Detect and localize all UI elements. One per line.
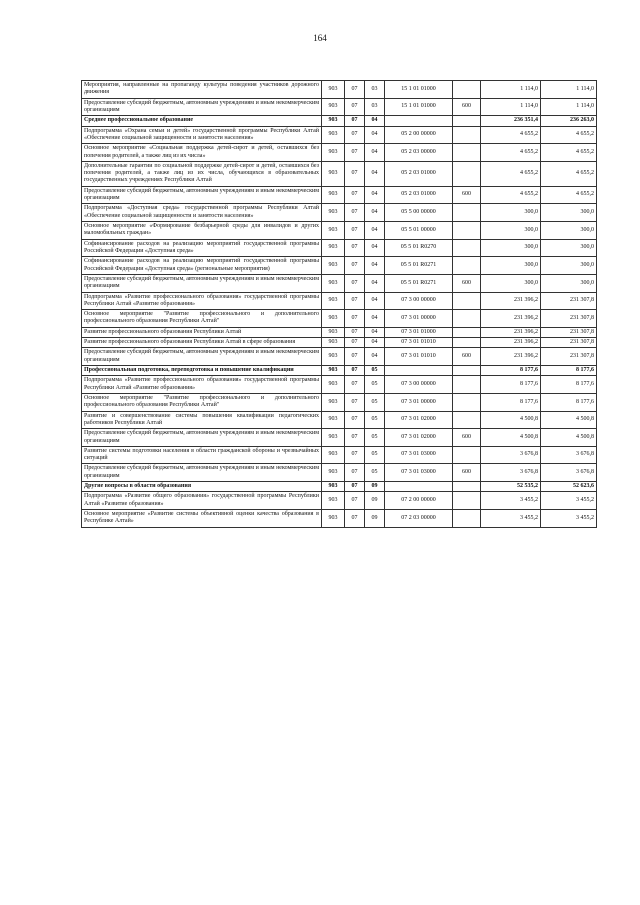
table-row <box>82 338 597 348</box>
row-subsection-code: 04 <box>365 239 385 257</box>
row-ministry-code: 903 <box>322 376 345 394</box>
table-row <box>82 492 597 510</box>
row-name: Другие вопросы в области образования <box>82 482 322 492</box>
row-name: Основное мероприятие "Развитие профессионального и дополнительного профессионального образования Республики Алтай" <box>82 393 322 411</box>
row-ministry-code: 903 <box>322 274 345 292</box>
row-amount-year2: 300,0 <box>541 257 597 275</box>
row-amount-year1: 8 177,6 <box>481 376 541 394</box>
row-amount-year2: 4 655,2 <box>541 186 597 204</box>
row-target-article <box>385 116 453 126</box>
row-name: Подпрограмма «Развитие общего образования» государственной программы Республики Алтай «Развитие образования» <box>82 492 322 510</box>
row-name: Развитие системы подготовки населения в области гражданской обороны и чрезвычайных ситуаций <box>82 446 322 464</box>
row-section-code: 07 <box>345 446 365 464</box>
row-subsection-code: 03 <box>365 98 385 116</box>
row-amount-year1: 3 455,2 <box>481 492 541 510</box>
row-target-article: 07 3 01 03000 <box>385 446 453 464</box>
row-ministry-code: 903 <box>322 411 345 429</box>
table-row <box>82 348 597 366</box>
row-target-article: 05 5 00 00000 <box>385 204 453 222</box>
row-subsection-code: 09 <box>365 510 385 528</box>
row-amount-year1: 4 500,8 <box>481 429 541 447</box>
row-expense-type <box>453 393 481 411</box>
row-amount-year2: 231 307,8 <box>541 310 597 328</box>
row-amount-year1: 236 351,4 <box>481 116 541 126</box>
row-section-code: 07 <box>345 464 365 482</box>
row-name: Основное мероприятие «Формирование безбарьерной среды для инвалидов и других маломобильных граждан» <box>82 222 322 240</box>
row-section-code: 07 <box>345 492 365 510</box>
table-row <box>82 376 597 394</box>
row-amount-year2: 52 623,6 <box>541 482 597 492</box>
row-amount-year1: 8 177,6 <box>481 366 541 376</box>
row-subsection-code: 04 <box>365 204 385 222</box>
row-amount-year1: 300,0 <box>481 274 541 292</box>
row-name: Подпрограмма «Развитие профессионального образования» государственной программы Республики Алтай «Развитие образования» <box>82 292 322 310</box>
row-ministry-code: 903 <box>322 126 345 144</box>
row-amount-year1: 3 455,2 <box>481 510 541 528</box>
row-amount-year1: 4 655,2 <box>481 144 541 162</box>
row-target-article <box>385 482 453 492</box>
row-section-code: 07 <box>345 98 365 116</box>
row-subsection-code: 04 <box>365 327 385 337</box>
row-name: Софинансирование расходов на реализацию мероприятий государственной программы Российской Федерации «Доступная среда» <box>82 239 322 257</box>
row-section-code: 07 <box>345 510 365 528</box>
row-subsection-code: 04 <box>365 126 385 144</box>
table-row <box>82 292 597 310</box>
row-target-article: 07 3 01 00000 <box>385 393 453 411</box>
table-row <box>82 144 597 162</box>
row-subsection-code: 04 <box>365 348 385 366</box>
row-amount-year2: 3 676,8 <box>541 464 597 482</box>
row-name: Предоставление субсидий бюджетным, автономным учреждениям и иным некоммерческим организациям <box>82 274 322 292</box>
row-name: Мероприятия, направленные на пропаганду культуры поведения участников дорожного движения <box>82 81 322 99</box>
row-ministry-code: 903 <box>322 464 345 482</box>
row-subsection-code: 04 <box>365 292 385 310</box>
row-amount-year2: 4 500,8 <box>541 411 597 429</box>
row-section-code: 07 <box>345 292 365 310</box>
table-row <box>82 98 597 116</box>
row-subsection-code: 04 <box>365 338 385 348</box>
row-amount-year2: 300,0 <box>541 239 597 257</box>
row-name: Подпрограмма «Развитие профессионального образования» государственной программы Республики Алтай «Развитие образования» <box>82 376 322 394</box>
row-expense-type <box>453 257 481 275</box>
row-name: Среднее профессиональное образование <box>82 116 322 126</box>
row-amount-year1: 3 676,8 <box>481 446 541 464</box>
row-amount-year2: 8 177,6 <box>541 376 597 394</box>
row-amount-year1: 231 396,2 <box>481 292 541 310</box>
row-expense-type: 600 <box>453 186 481 204</box>
row-ministry-code: 903 <box>322 81 345 99</box>
row-amount-year1: 300,0 <box>481 257 541 275</box>
row-section-code: 07 <box>345 366 365 376</box>
row-amount-year2: 4 500,8 <box>541 429 597 447</box>
row-name: Основное мероприятие «Социальная поддержка детей-сирот и детей, оставшихся без попечения родителей, а также лиц из их числа» <box>82 144 322 162</box>
table-row <box>82 116 597 126</box>
row-target-article: 15 1 01 01000 <box>385 81 453 99</box>
row-section-code: 07 <box>345 429 365 447</box>
row-ministry-code: 903 <box>322 446 345 464</box>
table-row <box>82 126 597 144</box>
row-target-article: 15 1 01 01000 <box>385 98 453 116</box>
row-expense-type <box>453 338 481 348</box>
row-ministry-code: 903 <box>322 393 345 411</box>
row-target-article: 07 3 01 02000 <box>385 429 453 447</box>
row-amount-year2: 3 455,2 <box>541 510 597 528</box>
row-ministry-code: 903 <box>322 366 345 376</box>
row-target-article: 05 5 01 00000 <box>385 222 453 240</box>
row-amount-year1: 4 655,2 <box>481 186 541 204</box>
row-expense-type <box>453 126 481 144</box>
row-section-code: 07 <box>345 274 365 292</box>
row-target-article: 07 3 01 01010 <box>385 348 453 366</box>
row-section-code: 07 <box>345 144 365 162</box>
row-ministry-code: 903 <box>322 116 345 126</box>
row-name: Основное мероприятие "Развитие профессионального и дополнительного профессионального образования Республики Алтай" <box>82 310 322 328</box>
row-subsection-code: 04 <box>365 186 385 204</box>
row-name: Софинансирование расходов на реализацию мероприятий государственной программы Российской Федерации «Доступная среда» (региональные мероприятия) <box>82 257 322 275</box>
row-name: Предоставление субсидий бюджетным, автономным учреждениям и иным некоммерческим организациям <box>82 464 322 482</box>
row-subsection-code: 04 <box>365 144 385 162</box>
row-amount-year2: 231 307,8 <box>541 348 597 366</box>
row-ministry-code: 903 <box>322 482 345 492</box>
row-name: Предоставление субсидий бюджетным, автономным учреждениям и иным некоммерческим организациям <box>82 186 322 204</box>
row-section-code: 07 <box>345 376 365 394</box>
row-ministry-code: 903 <box>322 292 345 310</box>
row-name: Дополнительные гарантии по социальной поддержке детей-сирот и детей, оставшихся без попечения родителей, а также лиц из их числа, обучающихся в образовательных государственных учреждениях Республики Алтай <box>82 161 322 186</box>
row-target-article: 05 2 03 00000 <box>385 144 453 162</box>
table-row <box>82 274 597 292</box>
row-target-article: 05 5 01 R0271 <box>385 257 453 275</box>
row-ministry-code: 903 <box>322 327 345 337</box>
budget-table <box>81 80 597 528</box>
row-amount-year2: 4 655,2 <box>541 126 597 144</box>
row-subsection-code: 05 <box>365 411 385 429</box>
row-subsection-code: 03 <box>365 81 385 99</box>
row-expense-type: 600 <box>453 348 481 366</box>
table-row <box>82 482 597 492</box>
row-expense-type <box>453 310 481 328</box>
row-subsection-code: 05 <box>365 366 385 376</box>
row-amount-year2: 1 114,0 <box>541 98 597 116</box>
row-expense-type <box>453 292 481 310</box>
row-amount-year1: 3 676,8 <box>481 464 541 482</box>
table-row <box>82 81 597 99</box>
table-row <box>82 366 597 376</box>
row-subsection-code: 04 <box>365 310 385 328</box>
row-section-code: 07 <box>345 239 365 257</box>
row-expense-type <box>453 376 481 394</box>
row-target-article: 05 2 03 01000 <box>385 161 453 186</box>
row-ministry-code: 903 <box>322 98 345 116</box>
row-amount-year2: 3 455,2 <box>541 492 597 510</box>
row-expense-type <box>453 116 481 126</box>
row-name: Предоставление субсидий бюджетным, автономным учреждениям и иным некоммерческим организациям <box>82 348 322 366</box>
row-expense-type <box>453 510 481 528</box>
row-amount-year1: 52 535,2 <box>481 482 541 492</box>
row-subsection-code: 05 <box>365 393 385 411</box>
row-name: Развитие профессионального образования Республики Алтай в сфере образования <box>82 338 322 348</box>
row-expense-type <box>453 239 481 257</box>
row-amount-year2: 8 177,6 <box>541 393 597 411</box>
row-target-article: 07 3 01 00000 <box>385 310 453 328</box>
row-amount-year2: 300,0 <box>541 274 597 292</box>
row-ministry-code: 903 <box>322 239 345 257</box>
table-row <box>82 257 597 275</box>
row-subsection-code: 09 <box>365 482 385 492</box>
row-amount-year2: 236 263,0 <box>541 116 597 126</box>
row-expense-type <box>453 161 481 186</box>
row-name: Предоставление субсидий бюджетным, автономным учреждениям и иным некоммерческим организациям <box>82 429 322 447</box>
row-expense-type <box>453 222 481 240</box>
row-amount-year2: 231 307,8 <box>541 338 597 348</box>
row-subsection-code: 05 <box>365 446 385 464</box>
row-target-article: 05 5 01 R0271 <box>385 274 453 292</box>
row-ministry-code: 903 <box>322 310 345 328</box>
row-subsection-code: 04 <box>365 222 385 240</box>
table-row <box>82 327 597 337</box>
row-amount-year2: 231 307,8 <box>541 327 597 337</box>
row-amount-year2: 4 655,2 <box>541 144 597 162</box>
row-amount-year1: 4 500,8 <box>481 411 541 429</box>
row-amount-year2: 1 114,0 <box>541 81 597 99</box>
row-target-article: 07 3 01 01010 <box>385 338 453 348</box>
row-expense-type <box>453 366 481 376</box>
row-expense-type <box>453 446 481 464</box>
row-target-article: 07 3 01 03000 <box>385 464 453 482</box>
row-amount-year1: 231 396,2 <box>481 348 541 366</box>
row-ministry-code: 903 <box>322 338 345 348</box>
row-amount-year1: 300,0 <box>481 239 541 257</box>
row-name: Подпрограмма «Доступная среда» государственной программы Республики Алтай «Обеспечение социальной защищенности и занятости населения» <box>82 204 322 222</box>
table-row <box>82 446 597 464</box>
row-section-code: 07 <box>345 186 365 204</box>
row-target-article: 05 5 01 R0270 <box>385 239 453 257</box>
row-target-article: 07 2 03 00000 <box>385 510 453 528</box>
row-expense-type: 600 <box>453 274 481 292</box>
row-subsection-code: 05 <box>365 464 385 482</box>
row-section-code: 07 <box>345 327 365 337</box>
table-row <box>82 411 597 429</box>
row-section-code: 07 <box>345 81 365 99</box>
row-target-article: 07 2 00 00000 <box>385 492 453 510</box>
row-ministry-code: 903 <box>322 161 345 186</box>
table-row <box>82 204 597 222</box>
row-section-code: 07 <box>345 257 365 275</box>
row-target-article: 07 3 01 01000 <box>385 327 453 337</box>
row-target-article: 05 2 00 00000 <box>385 126 453 144</box>
row-subsection-code: 04 <box>365 274 385 292</box>
row-ministry-code: 903 <box>322 144 345 162</box>
row-amount-year1: 4 655,2 <box>481 126 541 144</box>
row-ministry-code: 903 <box>322 492 345 510</box>
row-name: Профессиональная подготовка, переподготовка и повышение квалификации <box>82 366 322 376</box>
row-expense-type: 600 <box>453 98 481 116</box>
row-amount-year1: 1 114,0 <box>481 98 541 116</box>
row-amount-year1: 300,0 <box>481 204 541 222</box>
row-expense-type: 600 <box>453 429 481 447</box>
row-amount-year1: 1 114,0 <box>481 81 541 99</box>
row-amount-year2: 8 177,6 <box>541 366 597 376</box>
row-ministry-code: 903 <box>322 257 345 275</box>
row-section-code: 07 <box>345 338 365 348</box>
row-expense-type <box>453 492 481 510</box>
row-section-code: 07 <box>345 204 365 222</box>
table-row <box>82 510 597 528</box>
row-amount-year2: 231 307,8 <box>541 292 597 310</box>
row-subsection-code: 04 <box>365 161 385 186</box>
row-target-article: 05 2 03 01000 <box>385 186 453 204</box>
row-name: Развитие и совершенствование системы повышения квалификации педагогических работников Республики Алтай <box>82 411 322 429</box>
row-expense-type: 600 <box>453 464 481 482</box>
row-ministry-code: 903 <box>322 186 345 204</box>
row-target-article: 07 3 00 00000 <box>385 292 453 310</box>
row-amount-year2: 300,0 <box>541 222 597 240</box>
table-row <box>82 239 597 257</box>
row-expense-type <box>453 482 481 492</box>
row-expense-type <box>453 411 481 429</box>
row-amount-year1: 231 396,2 <box>481 327 541 337</box>
table-row <box>82 393 597 411</box>
row-ministry-code: 903 <box>322 222 345 240</box>
row-ministry-code: 903 <box>322 204 345 222</box>
table-row <box>82 161 597 186</box>
row-amount-year1: 300,0 <box>481 222 541 240</box>
row-subsection-code: 04 <box>365 257 385 275</box>
row-section-code: 07 <box>345 222 365 240</box>
page-number: 164 <box>313 33 327 43</box>
row-section-code: 07 <box>345 116 365 126</box>
row-name: Развитие профессионального образования Республики Алтай <box>82 327 322 337</box>
row-subsection-code: 05 <box>365 429 385 447</box>
table-row <box>82 310 597 328</box>
row-name: Основное мероприятие «Развитие системы объективной оценки качества образования в Республике Алтай» <box>82 510 322 528</box>
row-section-code: 07 <box>345 126 365 144</box>
row-target-article: 07 3 00 00000 <box>385 376 453 394</box>
row-amount-year1: 4 655,2 <box>481 161 541 186</box>
row-amount-year2: 300,0 <box>541 204 597 222</box>
row-section-code: 07 <box>345 411 365 429</box>
row-subsection-code: 09 <box>365 492 385 510</box>
row-ministry-code: 903 <box>322 510 345 528</box>
row-expense-type <box>453 144 481 162</box>
row-section-code: 07 <box>345 393 365 411</box>
row-section-code: 07 <box>345 348 365 366</box>
row-ministry-code: 903 <box>322 348 345 366</box>
row-subsection-code: 04 <box>365 116 385 126</box>
row-amount-year1: 231 396,2 <box>481 338 541 348</box>
row-amount-year1: 8 177,6 <box>481 393 541 411</box>
row-amount-year2: 4 655,2 <box>541 161 597 186</box>
row-section-code: 07 <box>345 482 365 492</box>
table-row <box>82 222 597 240</box>
table-row <box>82 429 597 447</box>
row-expense-type <box>453 81 481 99</box>
row-target-article <box>385 366 453 376</box>
row-section-code: 07 <box>345 310 365 328</box>
row-name: Предоставление субсидий бюджетным, автономным учреждениям и иным некоммерческим организациям <box>82 98 322 116</box>
row-subsection-code: 05 <box>365 376 385 394</box>
table-row <box>82 186 597 204</box>
row-expense-type <box>453 327 481 337</box>
table-row <box>82 464 597 482</box>
row-amount-year1: 231 396,2 <box>481 310 541 328</box>
row-expense-type <box>453 204 481 222</box>
row-name: Подпрограмма «Охрана семьи и детей» государственной программы Республики Алтай «Обеспечение социальной защищенности и занятости населения» <box>82 126 322 144</box>
row-target-article: 07 3 01 02000 <box>385 411 453 429</box>
row-ministry-code: 903 <box>322 429 345 447</box>
row-amount-year2: 3 676,8 <box>541 446 597 464</box>
row-section-code: 07 <box>345 161 365 186</box>
